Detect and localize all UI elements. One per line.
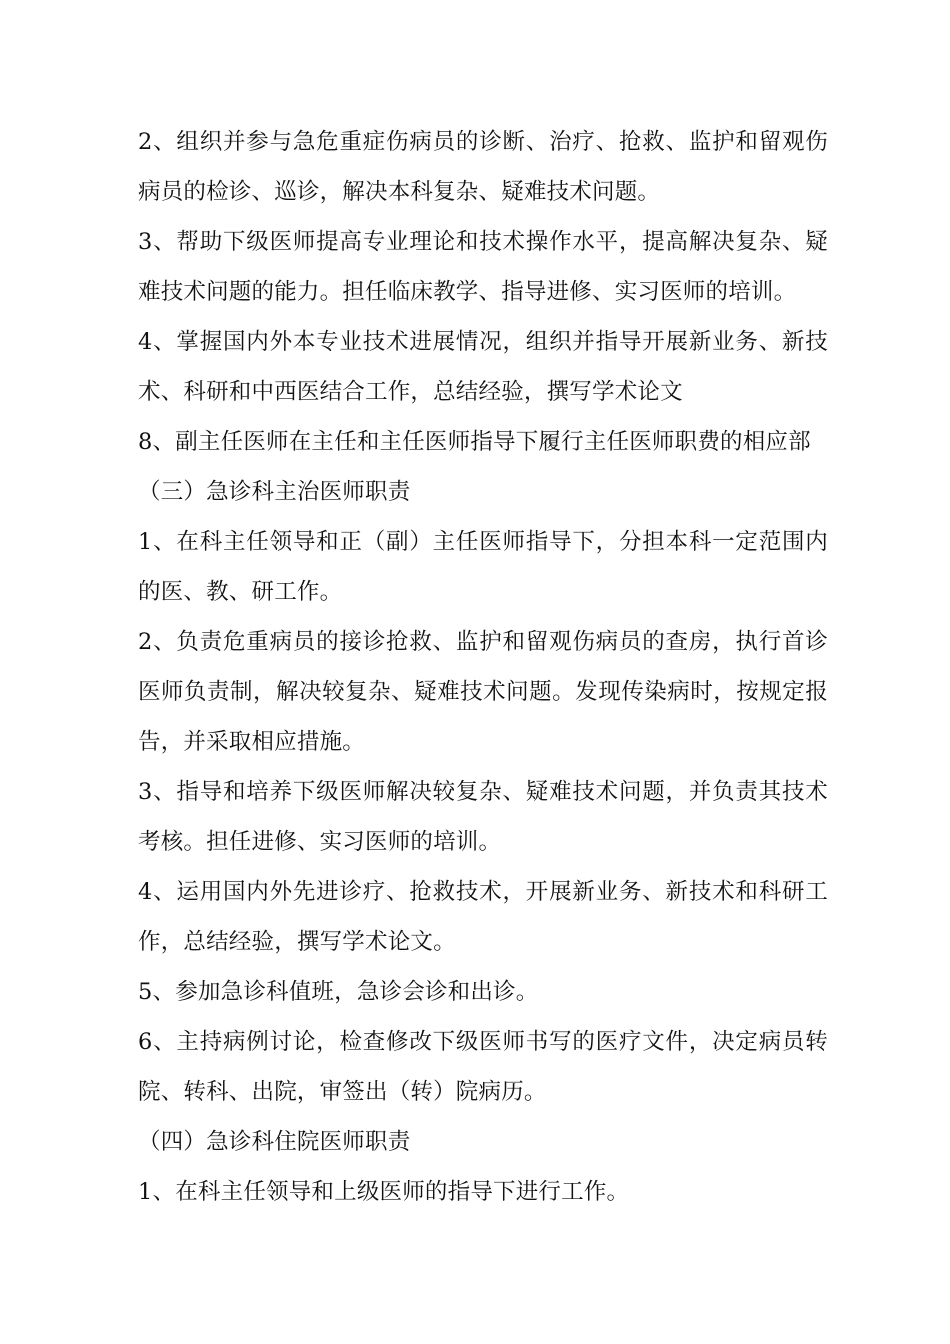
paragraph-deputy-chief-duty-2: 2、组织并参与急危重症伤病员的诊断、治疗、抢救、监护和留观伤病员的检诊、巡诊，解决本科复杂、疑难技术问题。: [138, 129, 828, 205]
paragraph-attending-duty-2: 2、负责危重病员的接诊抢救、监护和留观伤病员的查房，执行首诊医师负责制，解决较复杂、疑难技术问题。发现传染病时，按规定报告，并采取相应措施。: [138, 629, 828, 755]
paragraph-attending-duty-5: 5、参加急诊科值班，急诊会诊和出诊。: [138, 979, 539, 1005]
paragraph-deputy-chief-duty-4: 4、掌握国内外本专业技术进展情况，组织并指导开展新业务、新技术、科研和中西医结合工作，总结经验，撰写学术论文: [138, 329, 828, 405]
paragraph-attending-duty-6: 6、主持病例讨论，检查修改下级医师书写的医疗文件，决定病员转院、转科、出院，审签出（转）院病历。: [138, 1029, 828, 1105]
section-heading-resident-physician: （四）急诊科住院医师职责: [138, 1129, 411, 1155]
paragraph-attending-duty-4: 4、运用国内外先进诊疗、抢救技术，开展新业务、新技术和科研工作，总结经验，撰写学术论文。: [138, 879, 828, 955]
document-body: [138, 117, 828, 1217]
paragraph-deputy-chief-duty-3: 3、帮助下级医师提高专业理论和技术操作水平，提高解决复杂、疑难技术问题的能力。担任临床教学、指导进修、实习医师的培训。: [138, 229, 828, 305]
paragraph-resident-duty-1: 1、在科主任领导和上级医师的指导下进行工作。: [138, 1179, 630, 1205]
paragraph-attending-duty-3: 3、指导和培养下级医师解决较复杂、疑难技术问题，并负责其技术考核。担任进修、实习医师的培训。: [138, 779, 828, 855]
paragraph-deputy-chief-duty-8: 8、副主任医师在主任和主任医师指导下履行主任医师职费的相应部: [138, 429, 811, 455]
paragraph-attending-duty-1: 1、在科主任领导和正（副）主任医师指导下，分担本科一定范围内的医、教、研工作。: [138, 529, 828, 605]
section-heading-attending-physician: （三）急诊科主治医师职责: [138, 479, 411, 505]
